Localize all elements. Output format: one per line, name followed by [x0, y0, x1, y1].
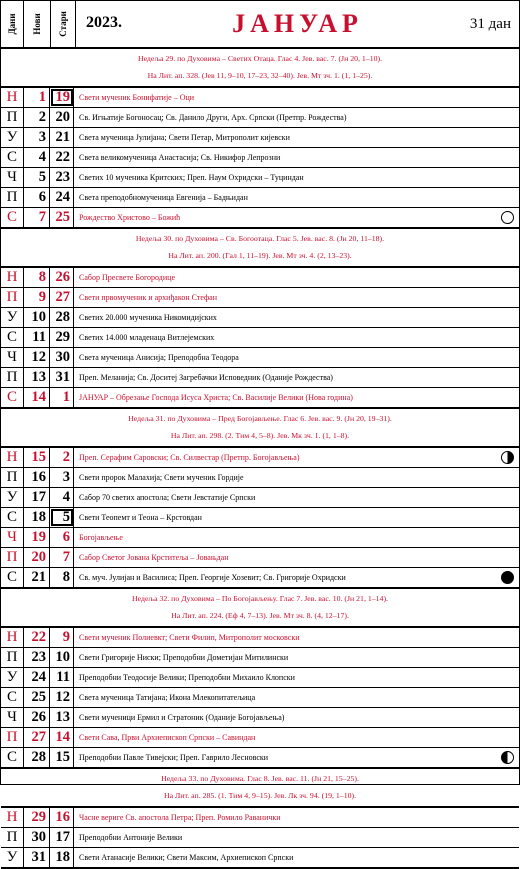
feast-label: Св. муч. Јулијан и Василиса; Преп. Георгије Хозевит; Св. Григорије Охридски: [79, 573, 346, 582]
week-header-line2: На Лит. ап. 328. (Јев 11, 9–10, 17–23, 32–40). Јев. Мт зч. 1. (1, 1–25).: [147, 71, 373, 80]
weekday-cell: П: [1, 468, 24, 487]
new-date-cell: 24: [24, 668, 50, 687]
feast-label: Света мученица Јулијана; Свети Петар, Митрополит кијевски: [79, 133, 290, 142]
feast-text: [74, 548, 519, 567]
feast-text: [74, 388, 519, 407]
new-date-cell: 9: [24, 288, 50, 307]
week-header: [1, 49, 519, 88]
new-date-cell: 15: [24, 448, 50, 467]
old-date-cell: 21: [50, 128, 74, 147]
new-date-cell: 1: [24, 88, 50, 107]
feast-text: [74, 628, 519, 647]
day-row: [1, 108, 519, 128]
feast-label: Свети првомученик и архиђакон Стефан: [79, 293, 218, 302]
moon-phase-icon: [501, 451, 514, 464]
weekday-cell: П: [1, 728, 24, 747]
feast-text: [74, 168, 519, 187]
days-count: 31 дан: [469, 16, 511, 32]
new-date-cell: 16: [24, 468, 50, 487]
column-old-label: Стари: [58, 11, 68, 37]
day-row: [1, 708, 519, 728]
old-date-cell: 8: [50, 568, 74, 587]
week-header-line1: Недеља 30. по Духовима – Св. Богоотаца. Глас 5. Јев. вас. 8. (Јн 20, 11–18).: [135, 234, 385, 243]
day-row: [1, 628, 519, 648]
old-date-cell: 9: [50, 628, 74, 647]
day-row: [1, 328, 519, 348]
feast-label: Свети Теопемт и Теона – Крстовдан: [79, 513, 202, 522]
weekday-cell: Н: [1, 808, 24, 827]
weekday-cell: Н: [1, 268, 24, 287]
feast-text: [74, 848, 519, 867]
weekday-cell: С: [1, 328, 24, 347]
new-date-cell: 25: [24, 688, 50, 707]
new-date-cell: 17: [24, 488, 50, 507]
old-date-cell: 23: [50, 168, 74, 187]
feast-text: [74, 728, 519, 747]
weekday-cell: С: [1, 388, 24, 407]
feast-text: [74, 488, 519, 507]
feast-text: [74, 208, 519, 227]
feast-label: Света мученица Анисија; Преподобна Теодора: [79, 353, 239, 362]
week-header-line1: Недеља 33. по Духовима. Глас 8. Јев. вас. 11. (Јн 21, 15–25).: [161, 774, 359, 783]
week-header-line2: На Лит. ап. 200. (Гал 1, 11–19). Јев. Мт зч. 4. (2, 13–23).: [168, 251, 352, 260]
day-row: [1, 168, 519, 188]
feast-text: [74, 708, 519, 727]
new-date-cell: 18: [24, 508, 50, 527]
old-date-cell: 10: [50, 648, 74, 667]
feast-text: [74, 828, 519, 847]
feast-label: Сабор 70 светих апостола; Свети Јевстатије Српски: [79, 493, 256, 502]
weekday-cell: П: [1, 648, 24, 667]
weekday-cell: Н: [1, 88, 24, 107]
weekday-cell: П: [1, 368, 24, 387]
feast-label: Св. Игњатије Богоносац; Св. Данило Други, Арх. Српски (Претпр. Рождества): [79, 113, 347, 122]
feast-label: ЈАНУАР – Обрезање Господа Исуса Христа; Св. Василије Велики (Нова година): [79, 393, 353, 402]
day-row: [1, 448, 519, 468]
week-header-line1: Недеља 29. по Духовима – Светих Отаца. Глас 4. Јев. вас. 7. (Јн 20, 1–10).: [137, 54, 383, 63]
feast-label: Света великомученица Анастасија; Св. Никифор Лепрозни: [79, 153, 281, 162]
day-row: [1, 308, 519, 328]
new-date-cell: 21: [24, 568, 50, 587]
feast-label: Преп. Меланија; Св. Доситеј Загребачки Исповедник (Оданије Рождества): [79, 373, 333, 382]
feast-label: Сабор Пресвете Богородице: [79, 273, 175, 282]
week-header: [1, 409, 519, 448]
feast-text: [74, 268, 519, 287]
week-header: [1, 589, 519, 628]
feast-text: [74, 668, 519, 687]
old-date-cell: 11: [50, 668, 74, 687]
weekday-cell: С: [1, 568, 24, 587]
feast-text: [74, 108, 519, 127]
week-header: [1, 769, 519, 808]
old-date-cell: 3: [50, 468, 74, 487]
weekday-cell: Ч: [1, 168, 24, 187]
feast-text: [74, 568, 519, 587]
old-date-cell: 26: [50, 268, 74, 287]
day-row: [1, 728, 519, 748]
new-date-cell: 4: [24, 148, 50, 167]
weeks-container: [1, 49, 519, 869]
weekday-cell: У: [1, 668, 24, 687]
feast-label: Свети пророк Малахија; Свети мученик Гордије: [79, 473, 244, 482]
calendar-header: [1, 1, 519, 49]
day-row: [1, 488, 519, 508]
day-row: [1, 388, 519, 409]
week-header-line2: На Лит. ап. 285. (1. Тим 4, 9–15). Јев. Лк зч. 94. (19, 1–10).: [163, 791, 357, 800]
day-row: [1, 88, 519, 108]
new-date-cell: 11: [24, 328, 50, 347]
day-row: [1, 508, 519, 528]
new-date-cell: 10: [24, 308, 50, 327]
day-row: [1, 748, 519, 769]
day-row: [1, 268, 519, 288]
old-date-cell: 25: [50, 208, 74, 227]
day-row: [1, 828, 519, 848]
old-date-cell: 2: [50, 448, 74, 467]
month-title-area: [76, 1, 519, 47]
feast-text: [74, 308, 519, 327]
feast-text: [74, 648, 519, 667]
day-row: [1, 288, 519, 308]
feast-label: Преподобни Павле Тивејски; Преп. Гаврило Лесновски: [79, 753, 269, 762]
weekday-cell: П: [1, 108, 24, 127]
old-date-cell: 15: [50, 748, 74, 767]
weekday-cell: П: [1, 548, 24, 567]
feast-label: Светих 14.000 младенаца Витлејемских: [79, 333, 215, 342]
old-date-cell: 17: [50, 828, 74, 847]
feast-label: Сабор Светог Јована Крститеља – Јовањдан: [79, 553, 229, 562]
feast-text: [74, 348, 519, 367]
day-row: [1, 808, 519, 828]
week-header-line2: На Лит. ап. 298. (2. Тим 4, 5–8). Јев. Мк зч. 1. (1, 1–8).: [170, 431, 350, 440]
old-date-cell: 19: [50, 88, 74, 107]
feast-label: Свети мученик Бонифатије – Оци: [79, 93, 195, 102]
new-date-cell: 30: [24, 828, 50, 847]
feast-label: Свети мученици Ермил и Стратоник (Оданије Богојављења): [79, 713, 285, 722]
new-date-cell: 19: [24, 528, 50, 547]
feast-text: [74, 688, 519, 707]
weekday-cell: Н: [1, 628, 24, 647]
new-date-cell: 23: [24, 648, 50, 667]
feast-label: Свети Сава, Први Архиепископ Српски – Савиндан: [79, 733, 256, 742]
old-date-cell: 24: [50, 188, 74, 207]
feast-label: Преподобни Антоније Велики: [79, 833, 183, 842]
new-date-cell: 14: [24, 388, 50, 407]
old-date-cell: 29: [50, 328, 74, 347]
week-header-line2: На Лит. ап. 224. (Еф 4, 7–13). Јев. Мт зч. 8. (4, 12–17).: [171, 611, 349, 620]
new-date-cell: 3: [24, 128, 50, 147]
weekday-cell: С: [1, 208, 24, 227]
day-row: [1, 148, 519, 168]
week-header-line1: Недеља 32. по Духовима – По Богојављењу. Глас 7. Јев. вас. 10. (Јн 21, 1–14).: [131, 594, 388, 603]
feast-label: Преп. Серафим Саровски; Св. Силвестар (Претпр. Богојављења): [79, 453, 300, 462]
column-new-header: [24, 1, 51, 47]
old-date-cell: 20: [50, 108, 74, 127]
feast-label: Свети Григорије Ниски; Преподобни Дометијан Митилински: [79, 653, 289, 662]
column-old-header: [51, 1, 76, 47]
year-label: 2023.: [86, 14, 122, 31]
feast-text: [74, 288, 519, 307]
feast-label: Света мученица Татијана; Икона Млекопитатељица: [79, 693, 256, 702]
weekday-cell: П: [1, 828, 24, 847]
weekday-cell: Ч: [1, 348, 24, 367]
old-date-cell: 12: [50, 688, 74, 707]
weekday-cell: У: [1, 848, 24, 867]
new-date-cell: 20: [24, 548, 50, 567]
moon-phase-icon: [501, 751, 514, 764]
new-date-cell: 29: [24, 808, 50, 827]
day-row: [1, 848, 519, 869]
column-days-label: Дани: [7, 13, 17, 35]
weekday-cell: У: [1, 128, 24, 147]
new-date-cell: 5: [24, 168, 50, 187]
feast-text: [74, 508, 519, 527]
new-date-cell: 28: [24, 748, 50, 767]
old-date-cell: 5: [50, 508, 74, 527]
feast-text: [74, 528, 519, 547]
old-date-cell: 30: [50, 348, 74, 367]
new-date-cell: 2: [24, 108, 50, 127]
feast-label: Свети мученик Полиевкт; Свети Филип, Митрополит московски: [79, 633, 300, 642]
feast-text: [74, 448, 519, 467]
old-date-cell: 22: [50, 148, 74, 167]
moon-phase-icon: [501, 211, 514, 224]
column-days-header: [1, 1, 24, 47]
feast-text: [74, 128, 519, 147]
feast-label: Светих 20.000 мученика Никомидијских: [79, 313, 217, 322]
old-date-cell: 31: [50, 368, 74, 387]
new-date-cell: 27: [24, 728, 50, 747]
new-date-cell: 8: [24, 268, 50, 287]
old-date-cell: 16: [50, 808, 74, 827]
feast-label: Светих 10 мученика Критских; Преп. Наум Охридски – Туциндан: [79, 173, 304, 182]
old-date-cell: 14: [50, 728, 74, 747]
new-date-cell: 22: [24, 628, 50, 647]
feast-label: Преподобни Теодосије Велики; Преподобни Михаило Клопски: [79, 673, 295, 682]
day-row: [1, 188, 519, 208]
feast-label: Света преподобномученица Евгенија – Бадњидан: [79, 193, 248, 202]
day-row: [1, 568, 519, 589]
day-row: [1, 548, 519, 568]
day-row: [1, 128, 519, 148]
weekday-cell: П: [1, 188, 24, 207]
feast-label: Часне вериге Св. апостола Петра; Преп. Ромило Раванички: [79, 813, 281, 822]
old-date-cell: 18: [50, 848, 74, 867]
day-row: [1, 368, 519, 388]
feast-text: [74, 148, 519, 167]
old-date-cell: 4: [50, 488, 74, 507]
feast-text: [74, 328, 519, 347]
moon-phase-icon: [501, 571, 514, 584]
new-date-cell: 26: [24, 708, 50, 727]
month-title: ЈАНУАР: [232, 9, 363, 38]
weekday-cell: С: [1, 148, 24, 167]
new-date-cell: 12: [24, 348, 50, 367]
day-row: [1, 468, 519, 488]
old-date-cell: 6: [50, 528, 74, 547]
new-date-cell: 6: [24, 188, 50, 207]
day-row: [1, 688, 519, 708]
day-row: [1, 668, 519, 688]
day-row: [1, 648, 519, 668]
feast-text: [74, 88, 519, 107]
new-date-cell: 7: [24, 208, 50, 227]
feast-label: Богојављење: [79, 533, 123, 542]
weekday-cell: Н: [1, 448, 24, 467]
old-date-cell: 1: [50, 388, 74, 407]
weekday-cell: С: [1, 688, 24, 707]
new-date-cell: 13: [24, 368, 50, 387]
old-date-cell: 28: [50, 308, 74, 327]
day-row: [1, 208, 519, 229]
old-date-cell: 7: [50, 548, 74, 567]
day-row: [1, 348, 519, 368]
old-date-cell: 13: [50, 708, 74, 727]
weekday-cell: У: [1, 488, 24, 507]
feast-label: Рождество Христово – Божић: [79, 213, 181, 222]
new-date-cell: 31: [24, 848, 50, 867]
feast-label: Свети Атанасије Велики; Свети Максим, Архиепископ Српски: [79, 853, 294, 862]
week-header-line1: Недеља 31. по Духовима – Пред Богојављење. Глас 6. Јев. вас. 9. (Јн 20, 19–31).: [128, 414, 392, 423]
weekday-cell: У: [1, 308, 24, 327]
weekday-cell: Ч: [1, 708, 24, 727]
old-date-cell: 27: [50, 288, 74, 307]
weekday-cell: С: [1, 748, 24, 767]
weekday-cell: С: [1, 508, 24, 527]
weekday-cell: Ч: [1, 528, 24, 547]
feast-text: [74, 188, 519, 207]
column-new-label: Нови: [32, 13, 42, 35]
day-row: [1, 528, 519, 548]
feast-text: [74, 808, 519, 827]
feast-text: [74, 468, 519, 487]
feast-text: [74, 368, 519, 387]
feast-text: [74, 748, 519, 767]
weekday-cell: П: [1, 288, 24, 307]
week-header: [1, 229, 519, 268]
